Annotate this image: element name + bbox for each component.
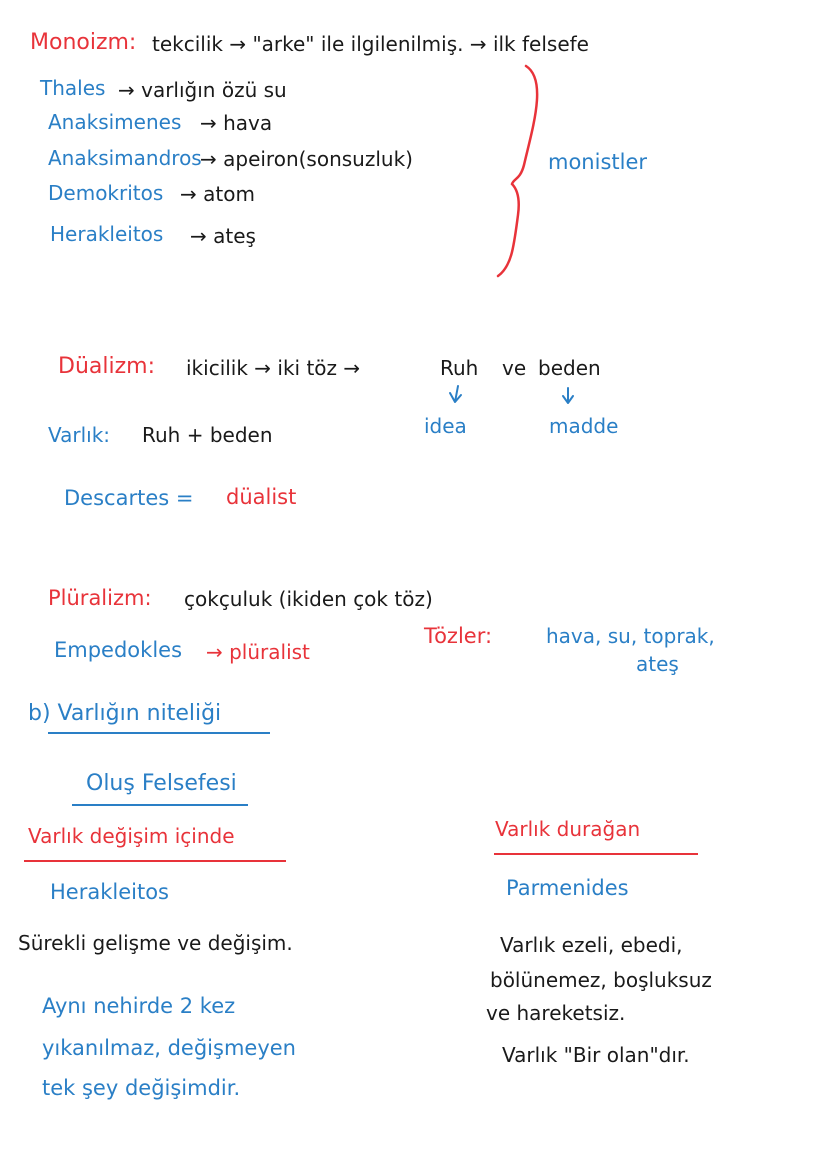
dualist-label: düalist	[226, 485, 297, 509]
monists-brace	[498, 66, 537, 276]
tozler-label: Tözler:	[424, 624, 493, 648]
right-quote: Varlık "Bir olan"dır.	[502, 1043, 690, 1067]
philosopher-name: Herakleitos	[50, 222, 164, 246]
arrow-down-icon	[563, 388, 573, 403]
philosopher-element: → varlığın özü su	[118, 78, 287, 102]
left-description: Sürekli gelişme ve değişim.	[18, 931, 293, 955]
philosopher-element: → atom	[180, 182, 255, 206]
olus-felsefesi-heading: Oluş Felsefesi	[86, 771, 237, 796]
philosopher-name: Anaksimandros	[48, 146, 202, 170]
philosopher-element: → apeiron(sonsuzluk)	[200, 147, 413, 171]
dualism-madde: madde	[549, 414, 619, 438]
left-quote-line: Aynı nehirde 2 kez	[42, 994, 236, 1018]
varlik-label: Varlık:	[48, 423, 111, 447]
left-quote-line: tek şey değişimdir.	[42, 1076, 241, 1100]
section-b-underline	[48, 732, 270, 734]
left-column-title: Varlık değişim içinde	[28, 824, 235, 848]
tozler-line1: hava, su, toprak,	[546, 624, 715, 648]
right-philosopher: Parmenides	[506, 876, 629, 900]
philosopher-element: → hava	[200, 111, 273, 135]
right-description-line: ve hareketsiz.	[486, 1001, 626, 1025]
right-description-line: bölünemez, boşluksuz	[490, 968, 712, 992]
monoism-text: tekcilik → "arke" ile ilgilenilmiş. → ilk felsefe	[152, 32, 589, 56]
dualism-beden: beden	[538, 356, 601, 380]
philosopher-name: Anaksimenes	[48, 110, 182, 134]
dualism-text: ikicilik → iki töz →	[186, 356, 361, 380]
dualism-ve: ve	[502, 356, 527, 380]
pluralism-text: çokçuluk (ikiden çok töz)	[184, 587, 433, 611]
right-column-underline	[494, 853, 698, 855]
left-column-underline	[24, 860, 286, 862]
empedokles-label: Empedokles	[54, 638, 183, 662]
philosopher-element: → ateş	[190, 224, 256, 248]
olus-underline	[72, 804, 248, 806]
dualism-label: Düalizm:	[58, 354, 155, 379]
tozler-line2: ateş	[636, 652, 679, 676]
pluralism-label: Plüralizm:	[48, 586, 152, 610]
left-quote-line: yıkanılmaz, değişmeyen	[42, 1036, 296, 1060]
monoism-label: Monoizm:	[30, 30, 137, 55]
philosopher-name: Thales	[40, 76, 106, 100]
philosopher-name: Demokritos	[48, 181, 164, 205]
right-description-line: Varlık ezeli, ebedi,	[500, 933, 683, 957]
left-philosopher: Herakleitos	[50, 880, 169, 904]
monists-group-label: monistler	[548, 150, 648, 174]
descartes-label: Descartes =	[64, 486, 194, 510]
dualism-ruh: Ruh	[440, 356, 479, 380]
right-column-title: Varlık durağan	[495, 817, 641, 841]
pluralist-label: → plüralist	[206, 640, 310, 664]
section-b-heading: b) Varlığın niteliği	[28, 701, 222, 726]
dualism-idea: idea	[424, 414, 467, 438]
arrow-down-icon	[450, 386, 461, 402]
varlik-text: Ruh + beden	[142, 423, 273, 447]
